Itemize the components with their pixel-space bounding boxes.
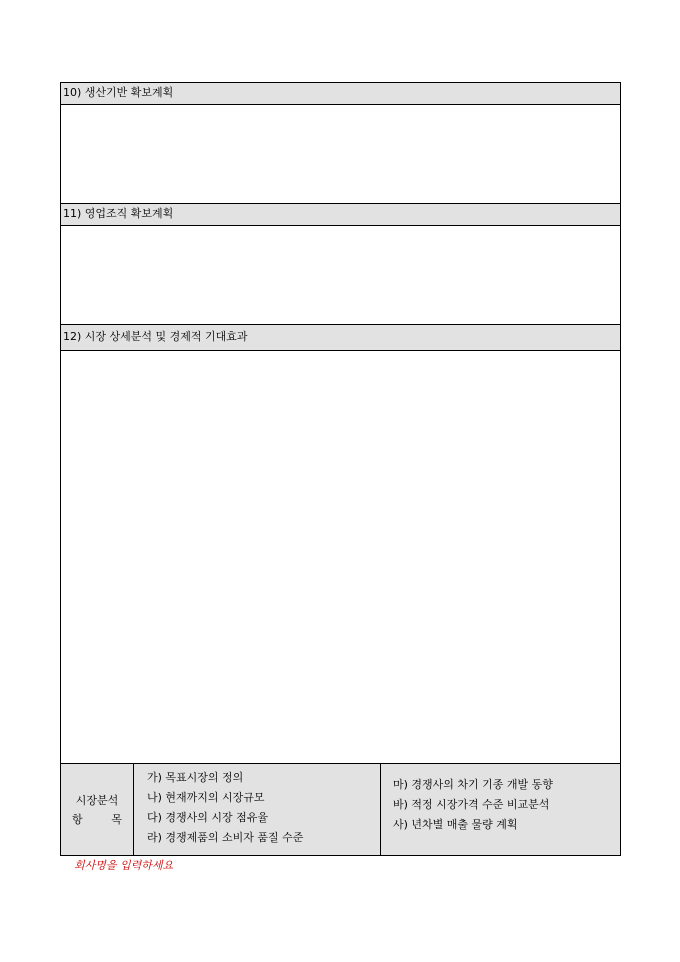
list-item: 사) 년차별 매출 물량 계획 [393,818,518,831]
market-analysis-field[interactable] [60,351,621,764]
items-label-line2 [72,810,122,829]
production-plan-field[interactable] [60,105,621,204]
items-right-column [381,764,620,855]
section-header-production: 10) 생산기반 확보계획 [60,82,621,105]
company-name-note: 회사명을 입력하세요 [74,859,174,872]
items-label [61,764,134,855]
market-analysis-items [60,763,621,856]
items-label-char1: 항 [72,812,83,826]
section-header-market: 12) 시장 상세분석 및 경제적 기대효과 [60,324,621,351]
list-item: 가) 목표시장의 정의 [147,771,244,784]
items-label-line1: 시장분석 [75,793,119,807]
items-left-column [134,764,381,855]
plan-form [60,82,621,856]
sales-plan-field[interactable] [60,226,621,325]
list-item: 나) 현재까지의 시장규모 [147,791,265,804]
list-item: 다) 경쟁사의 시장 점유율 [147,811,269,824]
section-header-sales: 11) 영업조직 확보계획 [60,203,621,226]
items-label-char2: 목 [111,812,122,826]
list-item: 라) 경쟁제품의 소비자 품질 수준 [147,831,304,844]
list-item: 바) 적정 시장가격 수준 비교분석 [393,798,550,811]
list-item: 마) 경쟁사의 차기 기종 개발 동향 [393,778,553,791]
